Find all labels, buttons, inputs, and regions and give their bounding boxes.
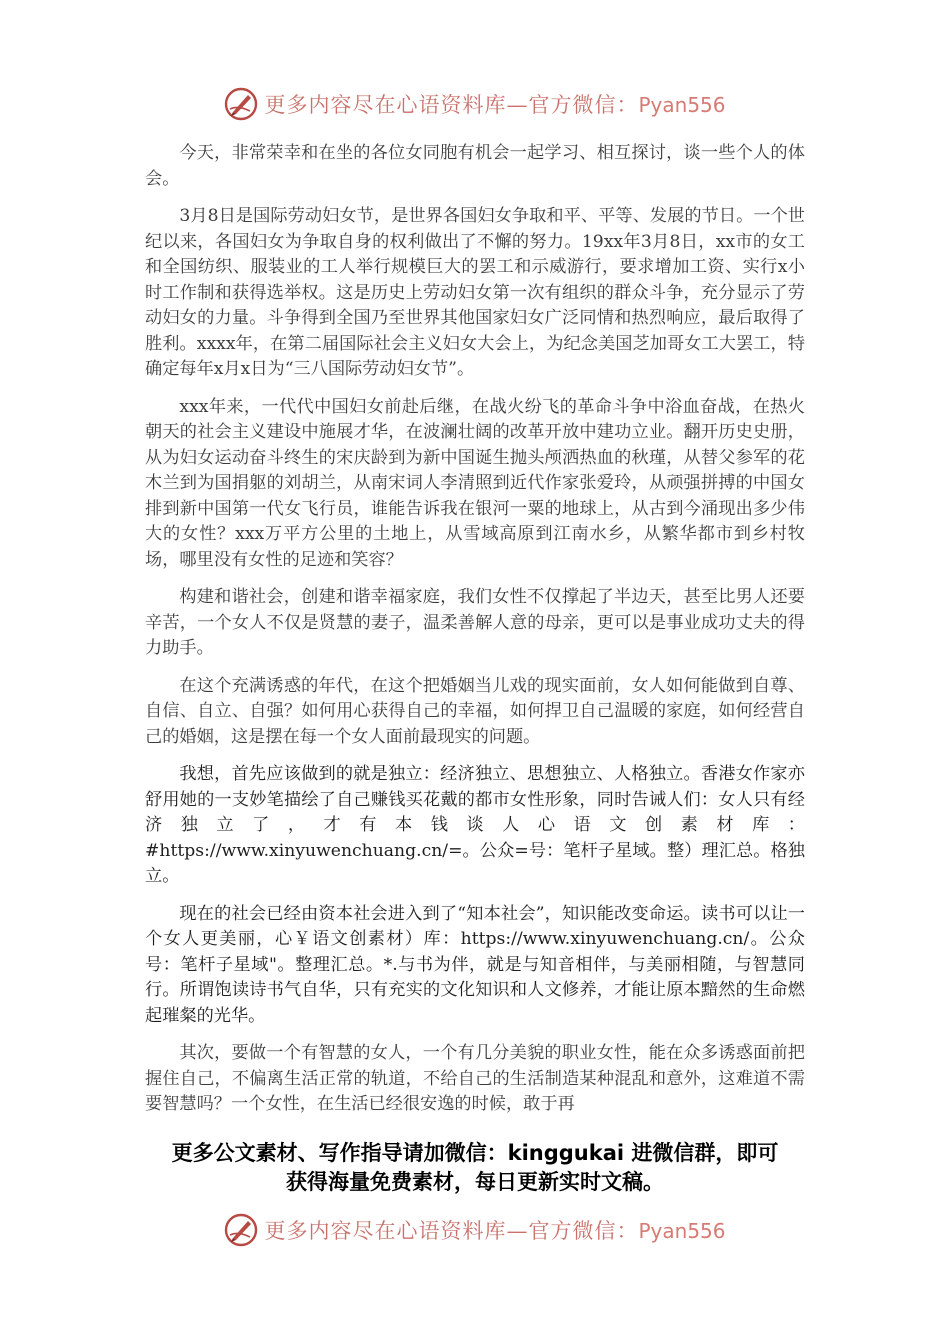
footer-banner [0,1210,950,1250]
pen-logo-icon [224,87,258,121]
footer-wechat-id: Pyan556 [638,1219,726,1243]
header-wechat-id: Pyan556 [638,93,726,117]
paragraph-5: 在这个充满诱惑的年代，在这个把婚姻当儿戏的现实面前，女人如何能做到自尊、自信、自立、自强？如何用心获得自己的幸福，如何捍卫自己温暖的家庭，如何经营自己的婚姻，这是摆在每一个女人面前最现实的问题。 [145,675,805,747]
notice-line-1: 更多公文素材、写作指导请加微信：kinggukai 进微信群，即可 [171,1141,779,1165]
paragraph-3: xxx年来，一代代中国妇女前赴后继，在战火纷飞的革命斗争中浴血奋战，在热火朝天的社会主义建设中施展才华，在波澜壮阔的改革开放中建功立业。翻开历史史册，从为妇女运动奋斗终生的宋庆龄到为新中国诞生抛头颅洒热血的秋瑾，从替父参军的花木兰到为国捐躯的刘胡兰，从南宋词人李清照到近代作家张爱玲，从顽强拼搏的中国女排到新中国第一代女飞行员，谁能告诉我在银河一粟的地球上，从古到今涌现出多少伟大的女性？xxx万平方公里的土地上，从雪域高原到江南水乡，从繁华都市到乡村牧场，哪里没有女性的足迹和笑容？ [145,396,805,570]
paragraph-2: 3月8日是国际劳动妇女节，是世界各国妇女争取和平、平等、发展的节日。一个世纪以来，各国妇女为争取自身的权利做出了不懈的努力。19xx年3月8日，xx市的女工和全国纺织、服装业的工人举行规模巨大的罢工和示威游行，要求增加工资、实行x小时工作制和获得选举权。这是历史上劳动妇女第一次有组织的群众斗争，充分显示了劳动妇女的力量。斗争得到全国乃至世界其他国家妇女广泛同情和热烈响应，最后取得了胜利。xxxx年，在第二届国际社会主义妇女大会上，为纪念美国芝加哥女工大罢工，特确定每年x月x日为“三八国际劳动妇女节”。 [145,206,805,379]
paragraph-4: 构建和谐社会，创建和谐幸福家庭，我们女性不仅撑起了半边天，甚至比男人还要辛苦，一个女人不仅是贤慧的妻子，温柔善解人意的母亲，更可以是事业成功丈夫的得力助手。 [145,587,805,658]
paragraph-6: 我想，首先应该做到的就是独立：经济独立、思想独立、人格独立。香港女作家亦舒用她的一支妙笔描绘了自己赚钱买花戴的都市女性形象，同时告诫人们：女人只有经济独立了，才有本钱谈人心语文创素材库：#https://www.xinyuwenchuang.cn/=。公众=号：笔杆子星域。整）理汇总。格独立。 [145,764,805,886]
paragraph-7: 现在的社会已经由资本社会进入到了“知本社会”，知识能改变命运。读书可以让一个女人更美丽，心￥语文创素材）库：https://www.xinyuwenchuang.cn/。公众号：笔杆子星域"。整理汇总。*.与书为伴，就是与知音相伴，与美丽相随，与智慧同行。所谓饱读诗书气自华，只有充实的文化知识和人文修养，才能让原本黯然的生命燃起璀粲的光华。 [145,903,805,1026]
notice-line-2: 获得海量免费素材，每日更新实时文稿。 [286,1170,664,1194]
paragraph-8: 其次，要做一个有智慧的女人，一个有几分美貌的职业女性，能在众多诱惑面前把握住自己，不偏离生活正常的轨道，不给自己的生活制造某种混乱和意外，这难道不需要智慧吗？一个女性，在生活已经很安逸的时候，敢于再 [145,1043,805,1114]
footer-site-text: 更多内容尽在心语资料库—官方微信：Pyan556 [264,1219,726,1243]
pen-logo-icon [224,1213,258,1247]
header-site-text: 更多内容尽在心语资料库—官方微信：Pyan556 [264,93,726,117]
header-banner [0,84,950,124]
document-body [145,141,805,1130]
wechat-notice [100,1139,850,1197]
paragraph-1: 今天，非常荣幸和在坐的各位女同胞有机会一起学习、相互探讨，谈一些个人的体会。 [145,143,805,189]
